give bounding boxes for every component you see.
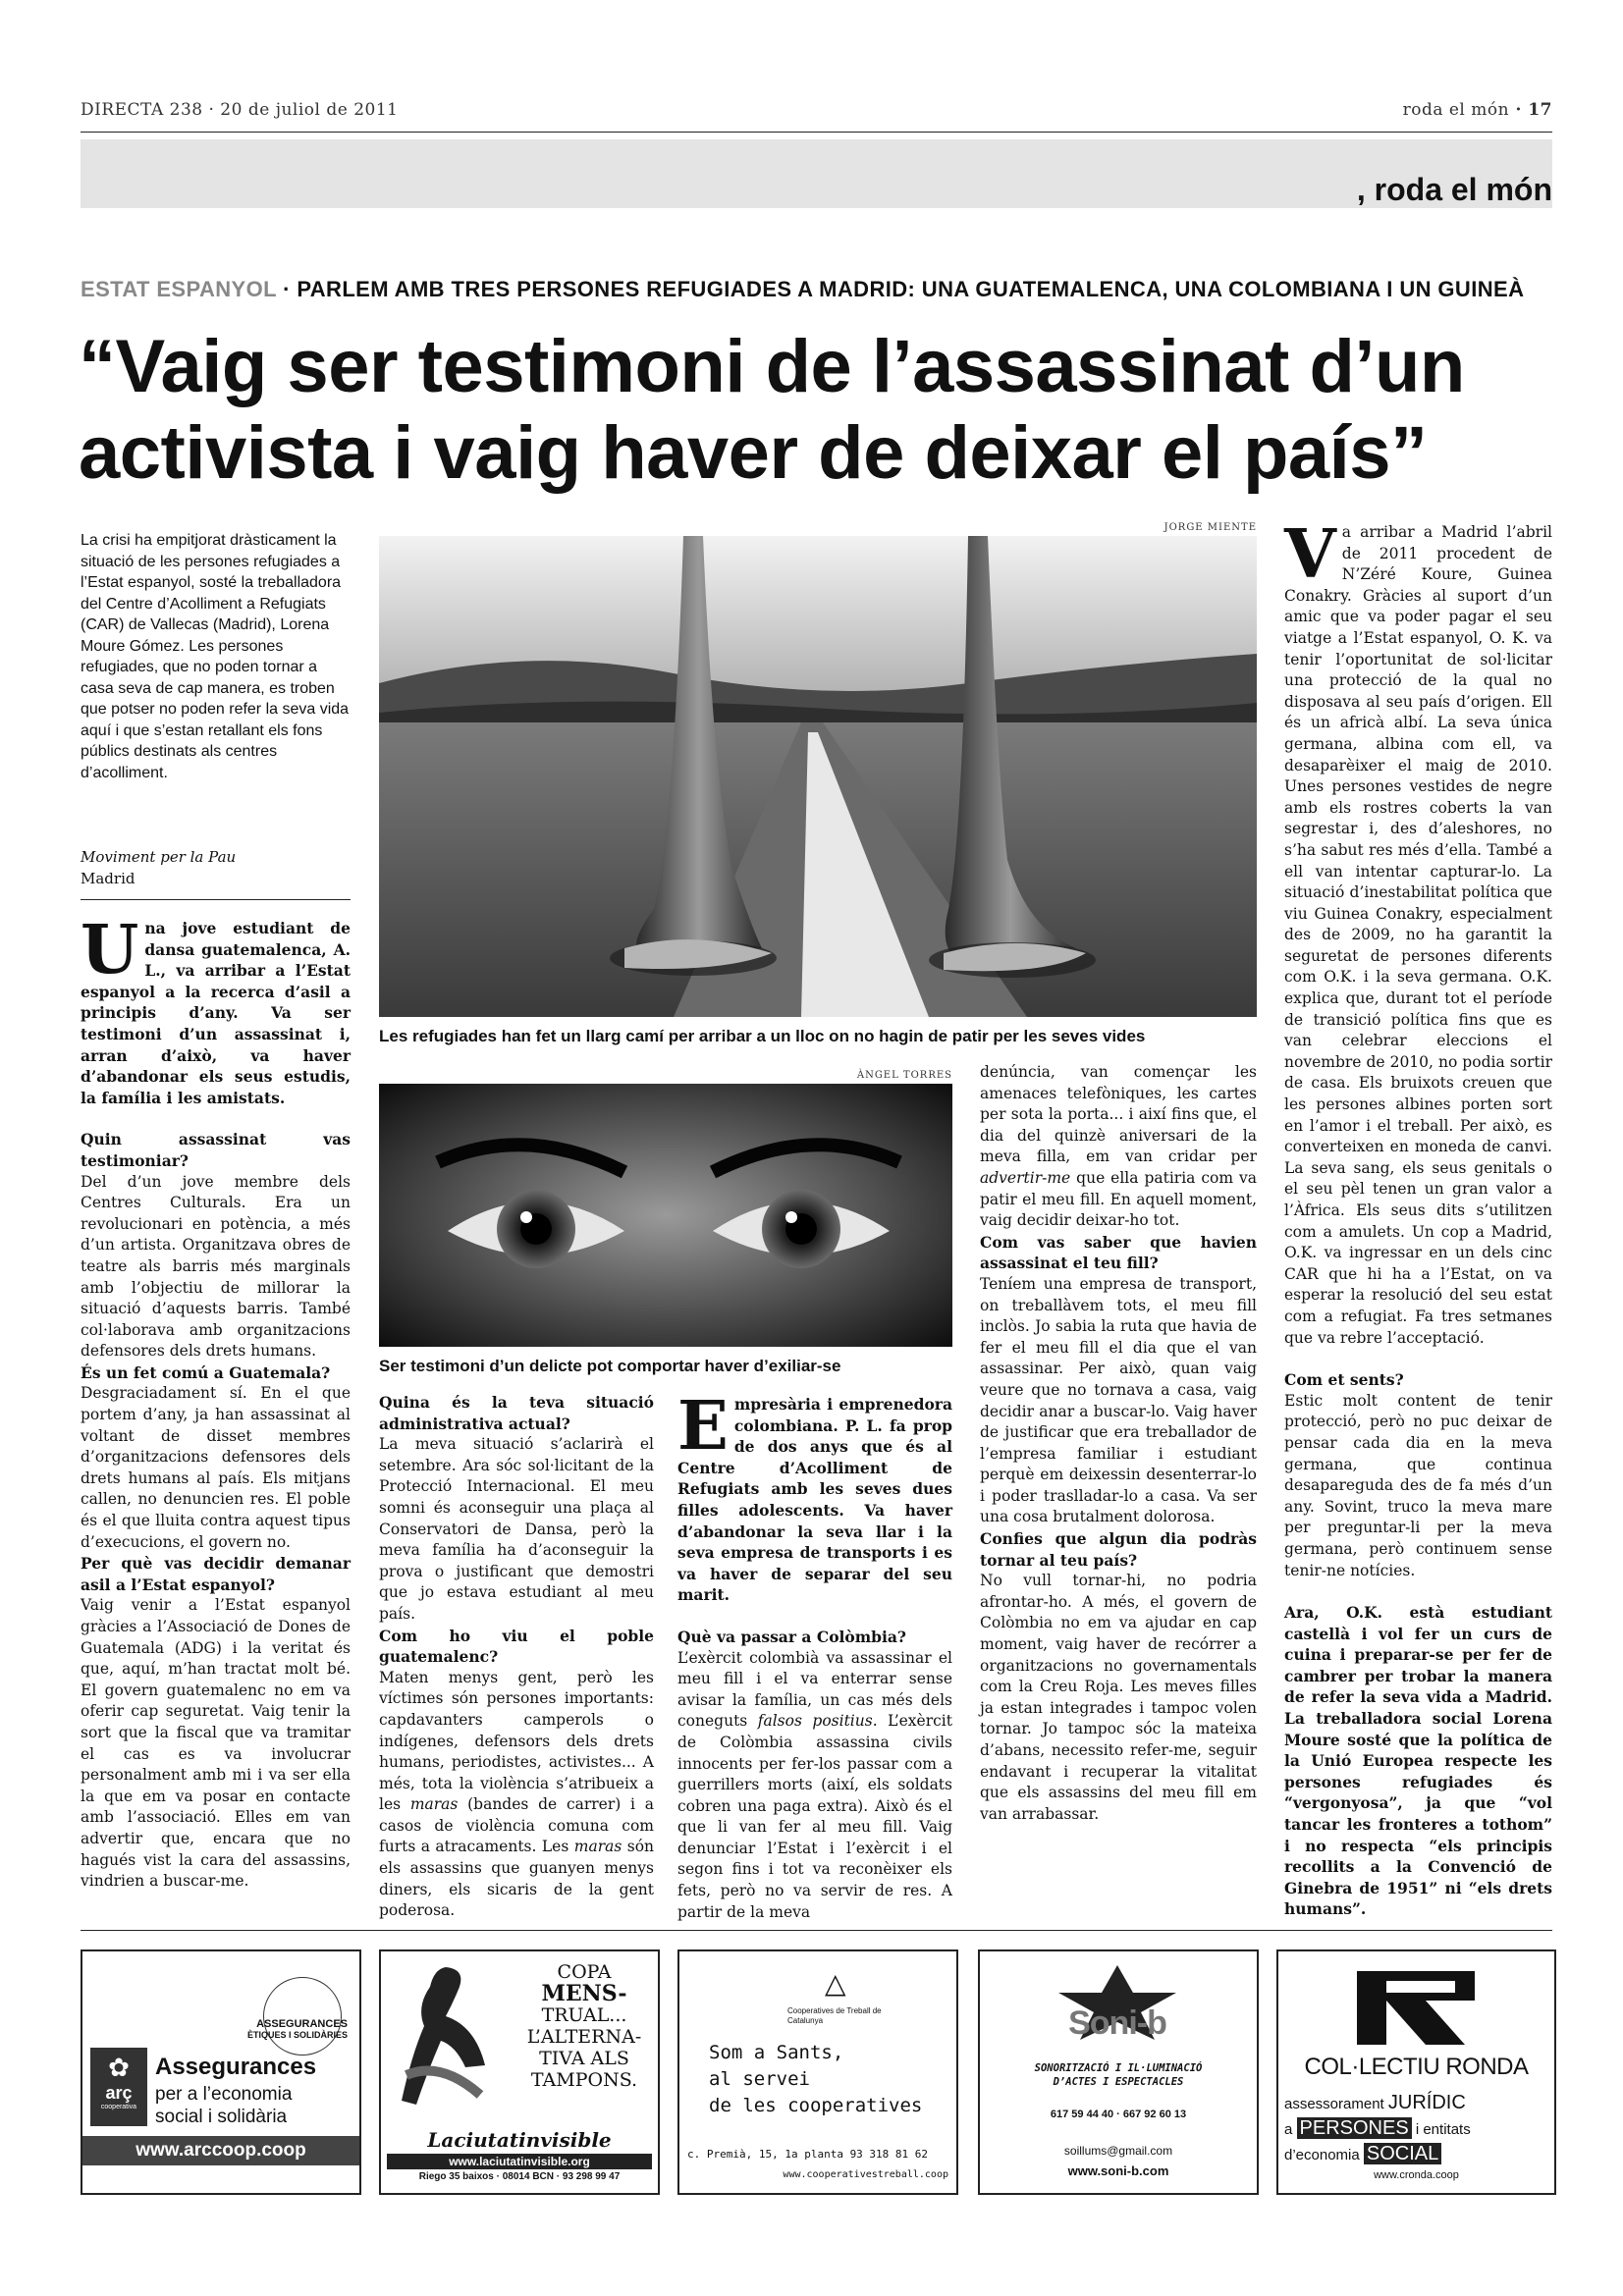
question: Per què vas decidir demanar asil a l’Estat espanyol? <box>81 1554 351 1594</box>
ad-slogan-line: al servei <box>709 2068 810 2090</box>
byline-rule <box>81 899 351 900</box>
figure-illustration <box>387 1957 505 2114</box>
section-label: , roda el món <box>1356 172 1552 207</box>
intro-paragraph: na jove estudiant de dansa guatemalenca, A. L., va arribar a l’Estat espanyol a la recerca d’asil a principis d’any. Va ser testimoni d’un assassinat i, arran d’això, va haver d’abandonar els seus estudis, la família i les amistats. <box>81 919 351 1107</box>
headline: “Vaig ser testimoni de l’assassinat d’un activista i vaig haver de deixar el país” <box>79 325 1465 495</box>
question: És un fet comú a Guatemala? <box>81 1362 331 1382</box>
ad-slogan-line: L’ALTERNA- <box>526 2026 642 2048</box>
ad-services-line: SONORITZACIÓ I IL·LUMINACIÓ <box>1034 2062 1203 2074</box>
ad-brand: Laciutatinvisible <box>427 2128 612 2152</box>
arc-logo-sub: cooperativa <box>100 2104 137 2110</box>
answer <box>980 1062 1257 1232</box>
photo-credit: JORGE MIENTE <box>1163 522 1257 533</box>
ronda-logo-icon <box>1327 1961 1504 2050</box>
intro-paragraph: mpresària i emprenedora colombiana. P. L. fa prop de dos anys que és al Centre d’Acolliment de Refugiats amb les seves dues filles adolescents. Va haver d’abandonar la seva llar i la seva empresa de transports i es va haver de separar del seu marit. <box>677 1395 952 1605</box>
ad-services-emphasis: JURÍDIC <box>1387 2092 1466 2113</box>
ad-services-text: assessorament <box>1284 2096 1388 2112</box>
question: Quina és la teva situació administrativa actual? <box>379 1393 654 1433</box>
answer: Estic molt content de tenir protecció, però no puc deixar de pensar cada dia en la meva germana, que continua desapareguda des de fa més d’un any. Sovint, truco la meva mare per preguntar-li per la meva germana, però continuem sense tenir-ne notícies. <box>1284 1391 1552 1579</box>
flame-icon: ✿ <box>108 2054 130 2083</box>
ad-address: c. Premià, 15, 1a planta 93 318 81 62 <box>687 2148 929 2161</box>
ad-url[interactable]: www.arccoop.coop <box>82 2136 359 2165</box>
dek: La crisi ha empitjorat dràsticament la situació de les persones refugiades a l’Estat espanyol, sosté la treballadora del Centre d’Acolliment a Refugiats (CAR) de Vallecas (Madrid), Lorena Moure Gómez. Les persones refugiades, que no poden tornar a casa seva de cap manera, es troben que potser no poden refer la seva vida aquí i que s’estan retallant els fons públics destinats als centres d’acolliment. <box>81 532 350 781</box>
ad-badge-line: ÈTIQUES I SOLIDÀRIES <box>246 2030 348 2040</box>
answer <box>379 1668 654 1922</box>
ad-collectiu-ronda[interactable] <box>1276 1949 1556 2195</box>
column-2 <box>379 1392 654 1922</box>
answer-emphasis: falsos positius <box>757 1712 873 1731</box>
ad-services-emphasis: PERSONES <box>1297 2117 1412 2139</box>
column-5 <box>1284 515 1552 1920</box>
answer-emphasis: maras <box>409 1795 459 1814</box>
photo-caption: Les refugiades han fet un llarg camí per arribar a un lloc on no hagin de patir per les seves vides <box>379 1027 1146 1045</box>
ad-badge-line: ASSEGURANCES <box>256 2018 348 2030</box>
kicker-keyword: ESTAT ESPANYOL <box>81 277 277 301</box>
ad-services-line: D’ACTES I ESPECTACLES <box>1053 2076 1184 2088</box>
drop-cap: E <box>677 1387 729 1466</box>
ad-copa-menstrual[interactable] <box>379 1949 660 2195</box>
photo-credit: ÀNGEL TORRES <box>856 1070 952 1081</box>
folio-page-number: · 17 <box>1509 100 1552 120</box>
ad-services-text: a <box>1284 2121 1297 2138</box>
ad-slogan-line: MENS- <box>541 1981 627 2006</box>
answer-text: L’exèrcit colombià va assassinar el meu fill i el va enterrar sense avisar la família, un cas més dels coneguts <box>677 1648 952 1731</box>
byline-author: Moviment per la Pau <box>81 848 237 866</box>
answer: No vull tornar-hi, no podria afrontar-ho. A més, el govern de Colòmbia no em va ajudar en cap moment, vaig haver de recórrer a organitzacions no governamentals com la Creu Roja. Les meves filles ja estan integrades i tampoc volen tornar. Jo tampoc sóc la mateixa d’abans, necessito refer-me, seguir endavant i recuperar la vitalitat que els assassins del meu fill em van arrabassar. <box>980 1572 1257 1823</box>
ad-badge <box>247 2018 348 2040</box>
answer-text: denúncia, van començar les amenaces telefòniques, les cartes per sota la porta... i així fins que, el dia del quinzè aniversari de la meva filla, em van cridar per <box>980 1063 1257 1166</box>
drop-cap: V <box>1284 515 1336 594</box>
ad-slogan-line: de les cooperatives <box>709 2095 923 2116</box>
folio-issue: DIRECTA 238 · 20 de juliol de 2011 <box>81 100 399 120</box>
question: Com vas saber que havien assassinat el teu fill? <box>980 1232 1257 1273</box>
ad-slogan-line: TAMPONS. <box>530 2069 638 2091</box>
answer-text: . L’exèrcit de Colòmbia assassina civils innocents per fer-los passar com a guerrillers morts (així, els soldats cobren una paga extra). Això és el que li van fer al meu fill. Vaig denunciar l’Estat i l’exèrcit i el segon fins i tot va reconèixer els fets, però no va servir de res. A partir de la meva <box>677 1712 952 1921</box>
drop-cap: U <box>81 911 139 989</box>
ad-slogan-line: COPA <box>557 1961 612 1983</box>
ad-logo-text: Soni-b <box>1068 2004 1166 2042</box>
ad-slogan-line: Som a Sants, <box>709 2042 844 2063</box>
closing-paragraph: Ara, O.K. està estudiant castellà i vol fer un curs de cuina i preparar-se per fer de cambrer per trobar la manera de refer la seva vida a Madrid. La treballadora social Lorena Moure sosté que la política de la Unió Europea respecte les persones refugiades és “vergonyosa”, ja que “vol tancar les fronteres a tothom” i no respecta “els principis recollits a la Convenció de Ginebra de 1951” ni “els drets humans”. <box>1284 1603 1552 1919</box>
ad-slogan <box>518 1961 650 2091</box>
ad-slogan-line: TIVA ALS <box>539 2048 629 2069</box>
ad-services <box>986 2061 1251 2089</box>
folio-page <box>1403 100 1552 120</box>
answer: Teníem una empresa de transport, on treballàvem tots, el meu fill inclòs. Jo sabia la ruta que havia de fer el meu fill el dia que el van assassinar. Per això, quan vaig veure que no tornava a casa, vaig decidir anar a buscar-lo. Vaig haver de justificar que era treballador de l’empresa familiar i estudiant perquè em deixessin desenterrar-lo i poder traslladar-lo a casa. Va ser una cosa brutalment dolorosa. <box>980 1274 1257 1526</box>
ad-tagline-line: social i solidària <box>155 2107 288 2127</box>
ad-title: COL·LECTIU RONDA <box>1304 2054 1529 2080</box>
kicker <box>81 277 1524 302</box>
ad-services-emphasis: SOCIAL <box>1364 2143 1441 2164</box>
arc-logo-text: arç <box>105 2083 133 2103</box>
ads-rule <box>81 1930 1552 1931</box>
coop-logo-icon: △ <box>825 1967 846 2000</box>
eyes-illustration <box>379 1084 952 1347</box>
column-1 <box>81 911 351 1893</box>
question: Com et sents? <box>1284 1370 1404 1390</box>
question: Confies que algun dia podràs tornar al teu país? <box>980 1529 1257 1570</box>
answer: Desgraciadament sí. En el que portem d’any, ja han assassinat al voltant de disset membres d’organitzacions defensores dels drets humans al país. Els mitjans callen, no denuncien res. El poble és el que lluita contra aquest tipus d’execucions, el govern no. <box>81 1384 351 1551</box>
answer-text: Maten menys gent, però les víctimes són persones importants: capdavanters camperols o indígenes, defensors dels drets humans, periodistes, activistes... A més, tota la violència s’atribueix a les <box>379 1668 654 1814</box>
ad-services-text: d’economia <box>1284 2147 1364 2163</box>
ad-services <box>1284 2091 1548 2167</box>
column-3 <box>677 1387 952 1923</box>
road-feet-photo <box>379 536 1257 1017</box>
answer-emphasis: advertir-me <box>980 1168 1071 1187</box>
ad-tagline <box>155 2083 292 2128</box>
byline <box>81 846 236 889</box>
top-rule <box>81 132 1552 133</box>
ad-url[interactable]: www.cronda.coop <box>1374 2169 1459 2181</box>
question: Quin assassinat vas testimoniar? <box>81 1130 351 1170</box>
ad-arc-cooperativa[interactable] <box>81 1949 361 2195</box>
answer: Del d’un jove membre dels Centres Culturals. Era un revolucionari en potència, a més d’un artista. Organitzava obres de teatre als barris més marginals amb l’objectiu de millorar la situació d’aquests barris. També col·laborava amb organitzacions defensores dels drets humans. <box>81 1172 351 1361</box>
byline-place: Madrid <box>81 870 135 887</box>
question: Com ho viu el poble guatemalenc? <box>379 1626 654 1667</box>
folio-section: roda el món <box>1402 100 1510 120</box>
section-band <box>81 139 1552 208</box>
ad-address: Riego 35 baixos · 08014 BCN · 93 298 99 47 <box>418 2171 621 2182</box>
ad-url[interactable]: www.soni-b.com <box>1067 2163 1169 2178</box>
column-4 <box>980 1062 1257 1825</box>
ad-cooperatives-treball[interactable] <box>677 1949 958 2195</box>
photo-caption: Ser testimoni d’un delicte pot comportar haver d’exiliar-se <box>379 1357 841 1375</box>
stamp-icon <box>263 1977 342 2056</box>
ad-slogan-line: TRUAL... <box>541 2004 627 2026</box>
ad-url[interactable]: www.laciutatinvisible.org <box>387 2154 652 2169</box>
ad-org: Cooperatives de Treball de Catalunya <box>787 2006 882 2025</box>
ad-slogan <box>709 2040 922 2119</box>
ad-services-text: i entitats <box>1411 2121 1471 2138</box>
answer: La meva situació s’aclarirà el setembre. Ara sóc sol·licitant de la Protecció Internacional. El meu somni és aconseguir una plaça al Conservatori de Dansa, però la meva família ha d’aconseguir la prova o justificant que demostri que jo estava estudiant al meu país. <box>379 1435 654 1623</box>
answer-text: són els assassins que guanyen menys diners, els sicaris de la gent poderosa. <box>379 1838 655 1920</box>
kicker-text: · PARLEM AMB TRES PERSONES REFUGIADES A MADRID: UNA GUATEMALENCA, UNA COLOMBIANA I UN GUINEÀ <box>276 277 1525 301</box>
answer-text: (bandes de carrer) i a casos de violència comuna com furts a atracaments. Les <box>379 1795 654 1856</box>
eyes-photo <box>379 1084 952 1347</box>
arc-logo <box>90 2048 147 2126</box>
road-feet-illustration <box>379 536 1257 1017</box>
ad-phones: 617 59 44 40 · 667 92 60 13 <box>1050 2109 1187 2120</box>
question: Què va passar a Colòmbia? <box>677 1627 907 1646</box>
answer: Vaig venir a l’Estat espanyol gràcies a l’Associació de Dones de Guatemala (ADG) i la veritat és que, aquí, m’han tractat molt bé. El govern guatemalenc no em va oferir cap seguretat. Vaig tenir la sort que la fiscal que va tramitar el cas es va involucrar personalment amb mi i va ser ella la que em va posar en contacte amb l’associació. Elles em van advertir que, encara que no hagués vist la cara del assassins, vindrien a buscar-me. <box>81 1596 351 1891</box>
ad-url[interactable]: www.cooperativestreball.coop <box>783 2169 948 2180</box>
ad-title: Assegurances <box>155 2054 317 2080</box>
answer-text: que ella patiria com va patir el meu fill. En aquell moment, vaig decidir deixar-ho tot. <box>980 1168 1257 1230</box>
answer <box>677 1648 952 1924</box>
answer-emphasis: maras <box>573 1838 622 1856</box>
ad-tagline-line: per a l’economia <box>155 2084 293 2105</box>
answer: a arribar a Madrid l’abril de 2011 procedent de N’Zéré Koure, Guinea Conakry. Gràcies al suport d’un amic que va poder pagar el seu viatge a l’Estat espanyol, O. K. va tenir l’oportunitat de sol·licitar una protecció de la qual no disposava al seu país d’origen. Ell és un africà albí. La seva única germana, albina com ell, va desaparèixer el maig de 2010. Unes persones vestides de negre amb els rostres coberts la van segrestar i, des d’aleshores, no s’ha sabut res més d’ella. També a ell van intentar capturar-lo. La situació d’inestabilitat política que viu Guinea Conakry, especialment des de 2009, no ha garantit la seguretat de persones diferents com O.K. i la seva germana. O.K. explica que, durant tot el període de transició política fins que es van celebrar eleccions el novembre de 2010, no podia sortir de casa. Els bruixots creuen que les persones albines porten sort en l’amor i el treball. Per això, es converteixen en moneda de canvi. La seva sang, els seus genitals o el seu pèl tenen un gran valor a l’Àfrica. Els seus dits s’utilitzen com a amulets. Un cop a Madrid, O.K. va ingressar en un dels cinc CAR que hi ha a l’Estat, on va esperar la resolució del seu estat com a refugiat. Fa tres setmanes que va rebre l’acceptació. <box>1284 523 1552 1347</box>
ad-soni-b[interactable] <box>978 1949 1259 2195</box>
ad-email[interactable]: soillums@gmail.com <box>1063 2144 1173 2158</box>
